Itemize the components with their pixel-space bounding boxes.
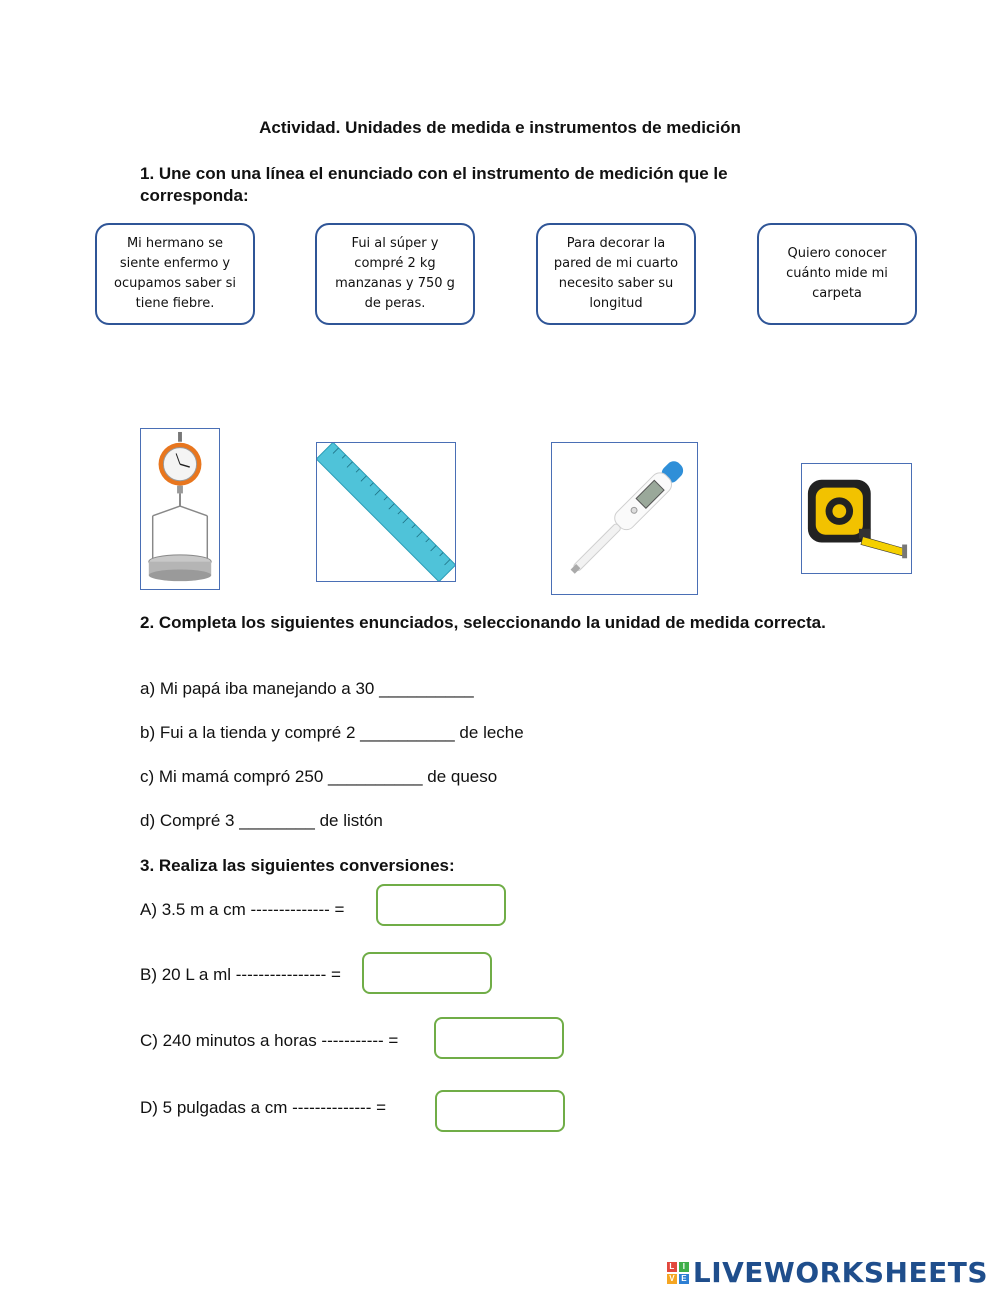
fill-in-item-a[interactable]: a) Mi papá iba manejando a 30 __________ bbox=[140, 679, 474, 698]
ruler-icon bbox=[317, 443, 455, 581]
statement-card-folder[interactable]: Quiero conocer cuánto mide mi carpeta bbox=[757, 223, 917, 325]
logo-mark-i: I bbox=[679, 1262, 689, 1272]
conversion-label-b: B) 20 L a ml ---------------- = bbox=[140, 965, 341, 984]
ruler-image[interactable] bbox=[316, 442, 456, 582]
conversion-label-d: D) 5 pulgadas a cm -------------- = bbox=[140, 1098, 387, 1117]
hanging-scale-image[interactable] bbox=[140, 428, 220, 590]
statement-card-wall[interactable]: Para decorar la pared de mi cuarto necesito saber su longitud bbox=[536, 223, 696, 325]
logo-mark-v: V bbox=[667, 1274, 677, 1284]
logo-mark-icon bbox=[667, 1262, 689, 1284]
tape-measure-image[interactable] bbox=[801, 463, 912, 574]
section2-heading: 2. Completa los siguientes enunciados, seleccionando la unidad de medida correcta. bbox=[140, 613, 826, 632]
conversion-label-a: A) 3.5 m a cm -------------- = bbox=[140, 900, 345, 919]
hanging-scale-icon bbox=[141, 429, 219, 589]
statement-card-fever[interactable]: Mi hermano se siente enfermo y ocupamos saber si tiene fiebre. bbox=[95, 223, 255, 325]
fill-in-item-b[interactable]: b) Fui a la tienda y compré 2 __________ de leche bbox=[140, 723, 524, 742]
logo-mark-l: L bbox=[667, 1262, 677, 1272]
conversion-label-c: C) 240 minutos a horas ----------- = bbox=[140, 1031, 399, 1050]
thermometer-image[interactable] bbox=[551, 442, 698, 595]
conversion-answer-c[interactable] bbox=[434, 1017, 564, 1059]
logo-mark-e: E bbox=[679, 1274, 689, 1284]
conversion-answer-b[interactable] bbox=[362, 952, 492, 994]
conversion-answer-d[interactable] bbox=[435, 1090, 565, 1132]
fill-in-item-c[interactable]: c) Mi mamá compró 250 __________ de queso bbox=[140, 767, 498, 786]
tape-measure-icon bbox=[802, 464, 911, 573]
thermometer-icon bbox=[552, 443, 697, 594]
section3-heading: 3. Realiza las siguientes conversiones: bbox=[140, 856, 455, 875]
fill-in-item-d[interactable]: d) Compré 3 ________ de listón bbox=[140, 811, 383, 830]
logo-text: LIVEWORKSHEETS bbox=[692, 1256, 988, 1289]
section1-heading: 1. Une con una línea el enunciado con el instrumento de medición que le corresponda: bbox=[140, 164, 728, 205]
page-title: Actividad. Unidades de medida e instrumentos de medición bbox=[259, 118, 741, 137]
liveworksheets-logo bbox=[667, 1256, 988, 1289]
conversion-answer-a[interactable] bbox=[376, 884, 506, 926]
statement-card-groceries[interactable]: Fui al súper y compré 2 kg manzanas y 750 g de peras. bbox=[315, 223, 475, 325]
